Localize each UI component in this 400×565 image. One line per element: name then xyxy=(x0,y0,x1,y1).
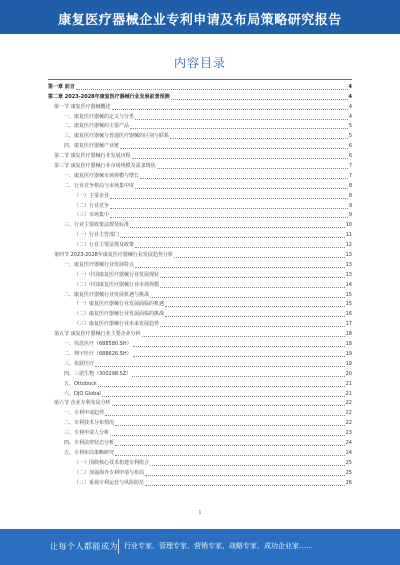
toc-entry[interactable] xyxy=(48,171,352,181)
toc-entry[interactable] xyxy=(48,122,352,132)
toc-entry-title: 一、康复医疗器械的定义与分类 xyxy=(64,113,135,120)
toc-entry-title: （一）康复医疗器械行业发展面临的机遇 xyxy=(74,301,165,308)
toc-entry-page: 19 xyxy=(345,360,352,367)
toc-entry-title: （二）中国康复医疗器械行业市场规模 xyxy=(74,281,160,288)
toc-entry-title: 二、行业竞争格局与市场集中度 xyxy=(64,182,135,189)
toc-entry-page: 6 xyxy=(348,143,352,150)
toc-leader-dots xyxy=(135,247,345,248)
toc-leader-dots xyxy=(76,89,348,90)
toc-entry-page: 24 xyxy=(345,449,352,456)
toc-entry-page: 17 xyxy=(345,321,352,328)
toc-entry-page: 18 xyxy=(345,331,352,338)
toc-leader-dots xyxy=(150,297,345,298)
toc-entry-title: （三）市场集中 xyxy=(74,212,110,219)
toc-leader-dots xyxy=(110,198,348,199)
toc-leader-dots xyxy=(130,227,345,228)
toc-entry-title: 一、伟思医疗（688580.SH） xyxy=(64,341,132,348)
toc-entry-title: 一、康复医疗器械行业发展特点 xyxy=(64,261,135,268)
toc-leader-dots xyxy=(102,396,345,397)
toc-divider xyxy=(48,79,352,80)
toc-leader-dots xyxy=(150,465,345,466)
report-title: 康复医疗器械企业专利申请及布局策略研究报告 xyxy=(58,13,342,28)
toc-entry-page: 15 xyxy=(345,291,352,298)
toc-entry-page: 4 xyxy=(348,103,352,110)
toc-entry-title: 五、专利布局策略研究 xyxy=(64,449,115,456)
toc-entry[interactable] xyxy=(48,141,352,151)
toc-entry[interactable] xyxy=(48,131,352,141)
toc-entry[interactable] xyxy=(48,319,352,329)
toc-entry-title: 二、康复医疗器械行业发展机遇与挑战 xyxy=(64,291,150,298)
toc-entry-title: 第四节 2023-2028年康复医疗器械行业发展趋势分析 xyxy=(54,252,173,259)
toc-entry-title: （二）行业主要法规及政策 xyxy=(74,242,135,249)
toc-entry[interactable] xyxy=(48,468,352,478)
toc-leader-dots xyxy=(110,208,348,209)
toc-entry-page: 5 xyxy=(348,133,352,140)
toc-entry-page: 7 xyxy=(348,163,352,170)
toc-entry-title: 第二章 2023-2028年康复医疗器械行业发展前景预测 xyxy=(48,93,170,100)
toc-entry-title: 六、DJO Global xyxy=(64,390,101,397)
toc-entry[interactable] xyxy=(48,290,352,300)
toc-entry[interactable] xyxy=(48,82,352,92)
toc-entry-page: 4 xyxy=(348,83,352,90)
toc-entry-page: 23 xyxy=(345,430,352,437)
toc-heading: 内容目录 xyxy=(173,56,226,70)
toc-leader-dots xyxy=(174,257,345,258)
toc-entry[interactable] xyxy=(48,379,352,389)
toc-leader-dots xyxy=(135,119,348,120)
toc-entry-title: 四、三诺生物（300298.SZ） xyxy=(64,370,132,377)
toc-leader-dots xyxy=(110,217,348,218)
toc-entry-page: 5 xyxy=(348,123,352,130)
toc-entry[interactable] xyxy=(48,329,352,339)
toc-entry-page: 9 xyxy=(348,202,352,209)
toc-entry[interactable] xyxy=(48,201,352,211)
toc-leader-dots xyxy=(142,336,345,337)
toc-entry-page: 21 xyxy=(345,390,352,397)
toc-leader-dots xyxy=(132,158,348,159)
toc-entry-page: 10 xyxy=(345,222,352,229)
toc-entry-title: 第五节 康复医疗器械行业主要企业分析 xyxy=(54,331,141,338)
toc-entry-title: 二、专利技术分布情况 xyxy=(64,420,115,427)
toc-leader-dots xyxy=(170,138,348,139)
table-of-contents xyxy=(48,82,352,488)
toc-entry-title: （一）围绕核心技术构建专利组合 xyxy=(74,459,150,466)
toc-entry-page: 22 xyxy=(345,420,352,427)
toc-leader-dots xyxy=(165,306,345,307)
toc-entry-title: （二）行业竞争 xyxy=(74,202,110,209)
toc-entry-page: 4 xyxy=(348,93,352,100)
toc-leader-dots xyxy=(165,316,345,317)
toc-entry[interactable] xyxy=(48,389,352,399)
toc-entry[interactable] xyxy=(48,339,352,349)
toc-entry-title: 第二节 康复医疗器械行业发展历程 xyxy=(54,153,131,160)
toc-entry[interactable] xyxy=(48,230,352,240)
toc-entry[interactable] xyxy=(48,260,352,270)
toc-entry-title: 二、康复医疗器械的主要产品 xyxy=(64,123,130,130)
toc-entry-title: 第三节 康复医疗器械行业市场规模及需求现状 xyxy=(54,163,156,170)
toc-leader-dots xyxy=(133,346,345,347)
toc-entry-title: （一）中国康复医疗器械行业发展现状 xyxy=(74,271,160,278)
toc-entry[interactable] xyxy=(48,428,352,438)
toc-entry-page: 11 xyxy=(345,232,352,239)
toc-entry[interactable] xyxy=(48,250,352,260)
toc-leader-dots xyxy=(157,168,348,169)
toc-entry-title: （三）重视专利运营与风险防范 xyxy=(74,479,145,486)
toc-entry-page: 8 xyxy=(348,182,352,189)
toc-leader-dots xyxy=(145,475,345,476)
toc-entry-page: 24 xyxy=(345,439,352,446)
toc-leader-dots xyxy=(160,326,345,327)
toc-entry-page: 14 xyxy=(345,281,352,288)
toc-entry-page: 18 xyxy=(345,341,352,348)
page-number: 1 xyxy=(198,510,202,516)
toc-leader-dots xyxy=(112,405,345,406)
toc-leader-dots xyxy=(115,455,345,456)
toc-entry-title: 三、鱼跃医疗 xyxy=(64,360,95,367)
toc-entry-page: 7 xyxy=(348,172,352,179)
toc-entry[interactable] xyxy=(48,309,352,319)
toc-leader-dots xyxy=(105,415,345,416)
footer-divider xyxy=(118,539,119,554)
toc-entry-title: 四、专利法律状态分析 xyxy=(64,439,115,446)
toc-entry-title: 三、康复医疗器械与普通医疗器械的区别与联系 xyxy=(64,133,170,140)
toc-leader-dots xyxy=(115,425,345,426)
toc-entry-title: 第六节 企业专利布局分析 xyxy=(54,400,111,407)
toc-entry[interactable] xyxy=(48,240,352,250)
toc-entry-title: 五、Ottobock xyxy=(64,380,97,387)
toc-entry[interactable] xyxy=(48,181,352,191)
toc-leader-dots xyxy=(95,366,345,367)
toc-entry-page: 9 xyxy=(348,212,352,219)
toc-entry-title: （三）康复医疗器械行业未来发展趋势 xyxy=(74,321,160,328)
toc-leader-dots xyxy=(112,109,348,110)
toc-leader-dots xyxy=(120,237,345,238)
toc-leader-dots xyxy=(160,287,345,288)
toc-entry-title: 第一章 前言 xyxy=(48,83,75,90)
toc-entry-page: 19 xyxy=(345,350,352,357)
toc-entry-page: 13 xyxy=(345,271,352,278)
toc-entry[interactable] xyxy=(48,448,352,458)
toc-entry-title: 四、康复医疗器械产业链 xyxy=(64,143,120,150)
toc-entry[interactable] xyxy=(48,151,352,161)
toc-entry-title: 第一节 康复医疗器械概述 xyxy=(54,103,111,110)
toc-leader-dots xyxy=(98,386,345,387)
toc-entry-page: 21 xyxy=(345,380,352,387)
footer-slogan: 让每个人都能成为 xyxy=(50,542,118,551)
toc-entry-page: 16 xyxy=(345,311,352,318)
toc-leader-dots xyxy=(135,267,345,268)
toc-entry[interactable] xyxy=(48,280,352,290)
toc-entry[interactable] xyxy=(48,161,352,171)
toc-entry-page: 20 xyxy=(345,370,352,377)
toc-entry-title: （一）行业主管部门 xyxy=(74,232,120,239)
toc-entry[interactable] xyxy=(48,418,352,428)
toc-leader-dots xyxy=(140,178,348,179)
toc-entry-title: 三、行业主要政策法规及标准 xyxy=(64,222,130,229)
toc-entry[interactable] xyxy=(48,191,352,201)
toc-entry-title: （一）主要企业 xyxy=(74,192,110,199)
toc-entry[interactable] xyxy=(48,408,352,418)
toc-entry-page: 15 xyxy=(345,301,352,308)
toc-leader-dots xyxy=(120,148,348,149)
toc-entry-title: （二）康复医疗器械行业发展面临的挑战 xyxy=(74,311,165,318)
toc-entry[interactable] xyxy=(48,270,352,280)
toc-leader-dots xyxy=(115,445,345,446)
toc-entry[interactable] xyxy=(48,220,352,230)
toc-entry-page: 12 xyxy=(345,242,352,249)
toc-entry[interactable] xyxy=(48,349,352,359)
toc-entry-page: 22 xyxy=(345,410,352,417)
toc-entry-title: 二、翔宇医疗（688626.SH） xyxy=(64,350,132,357)
toc-entry-title: 一、专利申请趋势 xyxy=(64,410,105,417)
toc-leader-dots xyxy=(171,99,348,100)
toc-leader-dots xyxy=(132,376,344,377)
toc-entry[interactable] xyxy=(48,399,352,409)
toc-entry[interactable] xyxy=(48,92,352,102)
toc-leader-dots xyxy=(135,188,348,189)
toc-entry-page: 4 xyxy=(348,113,352,120)
toc-entry-title: 三、专利申请人分析 xyxy=(64,430,110,437)
toc-entry[interactable] xyxy=(48,369,352,379)
toc-leader-dots xyxy=(145,485,345,486)
toc-entry-page: 25 xyxy=(345,459,352,466)
toc-entry-page: 13 xyxy=(345,261,352,268)
toc-entry[interactable] xyxy=(48,478,352,488)
toc-entry[interactable] xyxy=(48,438,352,448)
footer-tagline: 行业专家、管理专家、营销专家、战略专家、成功企业家…… xyxy=(124,542,313,550)
toc-entry-title: 一、康复医疗器械市场规模与增长 xyxy=(64,172,140,179)
report-header-bar xyxy=(0,0,400,34)
toc-entry-page: 25 xyxy=(345,469,352,476)
toc-entry-page: 6 xyxy=(348,153,352,160)
toc-leader-dots xyxy=(160,277,345,278)
toc-entry[interactable] xyxy=(48,211,352,221)
footer-bar xyxy=(0,529,400,565)
toc-entry[interactable] xyxy=(48,300,352,310)
toc-entry-page: 22 xyxy=(345,400,352,407)
toc-entry[interactable] xyxy=(48,458,352,468)
toc-leader-dots xyxy=(110,435,345,436)
toc-entry-title: （二）加强海外专利申请与布局 xyxy=(74,469,145,476)
toc-entry-page: 8 xyxy=(348,192,352,199)
toc-entry-page: 13 xyxy=(345,252,352,259)
toc-leader-dots xyxy=(133,356,345,357)
toc-entry[interactable] xyxy=(48,359,352,369)
toc-entry[interactable] xyxy=(48,102,352,112)
toc-entry-page: 26 xyxy=(345,479,352,486)
toc-leader-dots xyxy=(130,128,348,129)
toc-entry[interactable] xyxy=(48,112,352,122)
